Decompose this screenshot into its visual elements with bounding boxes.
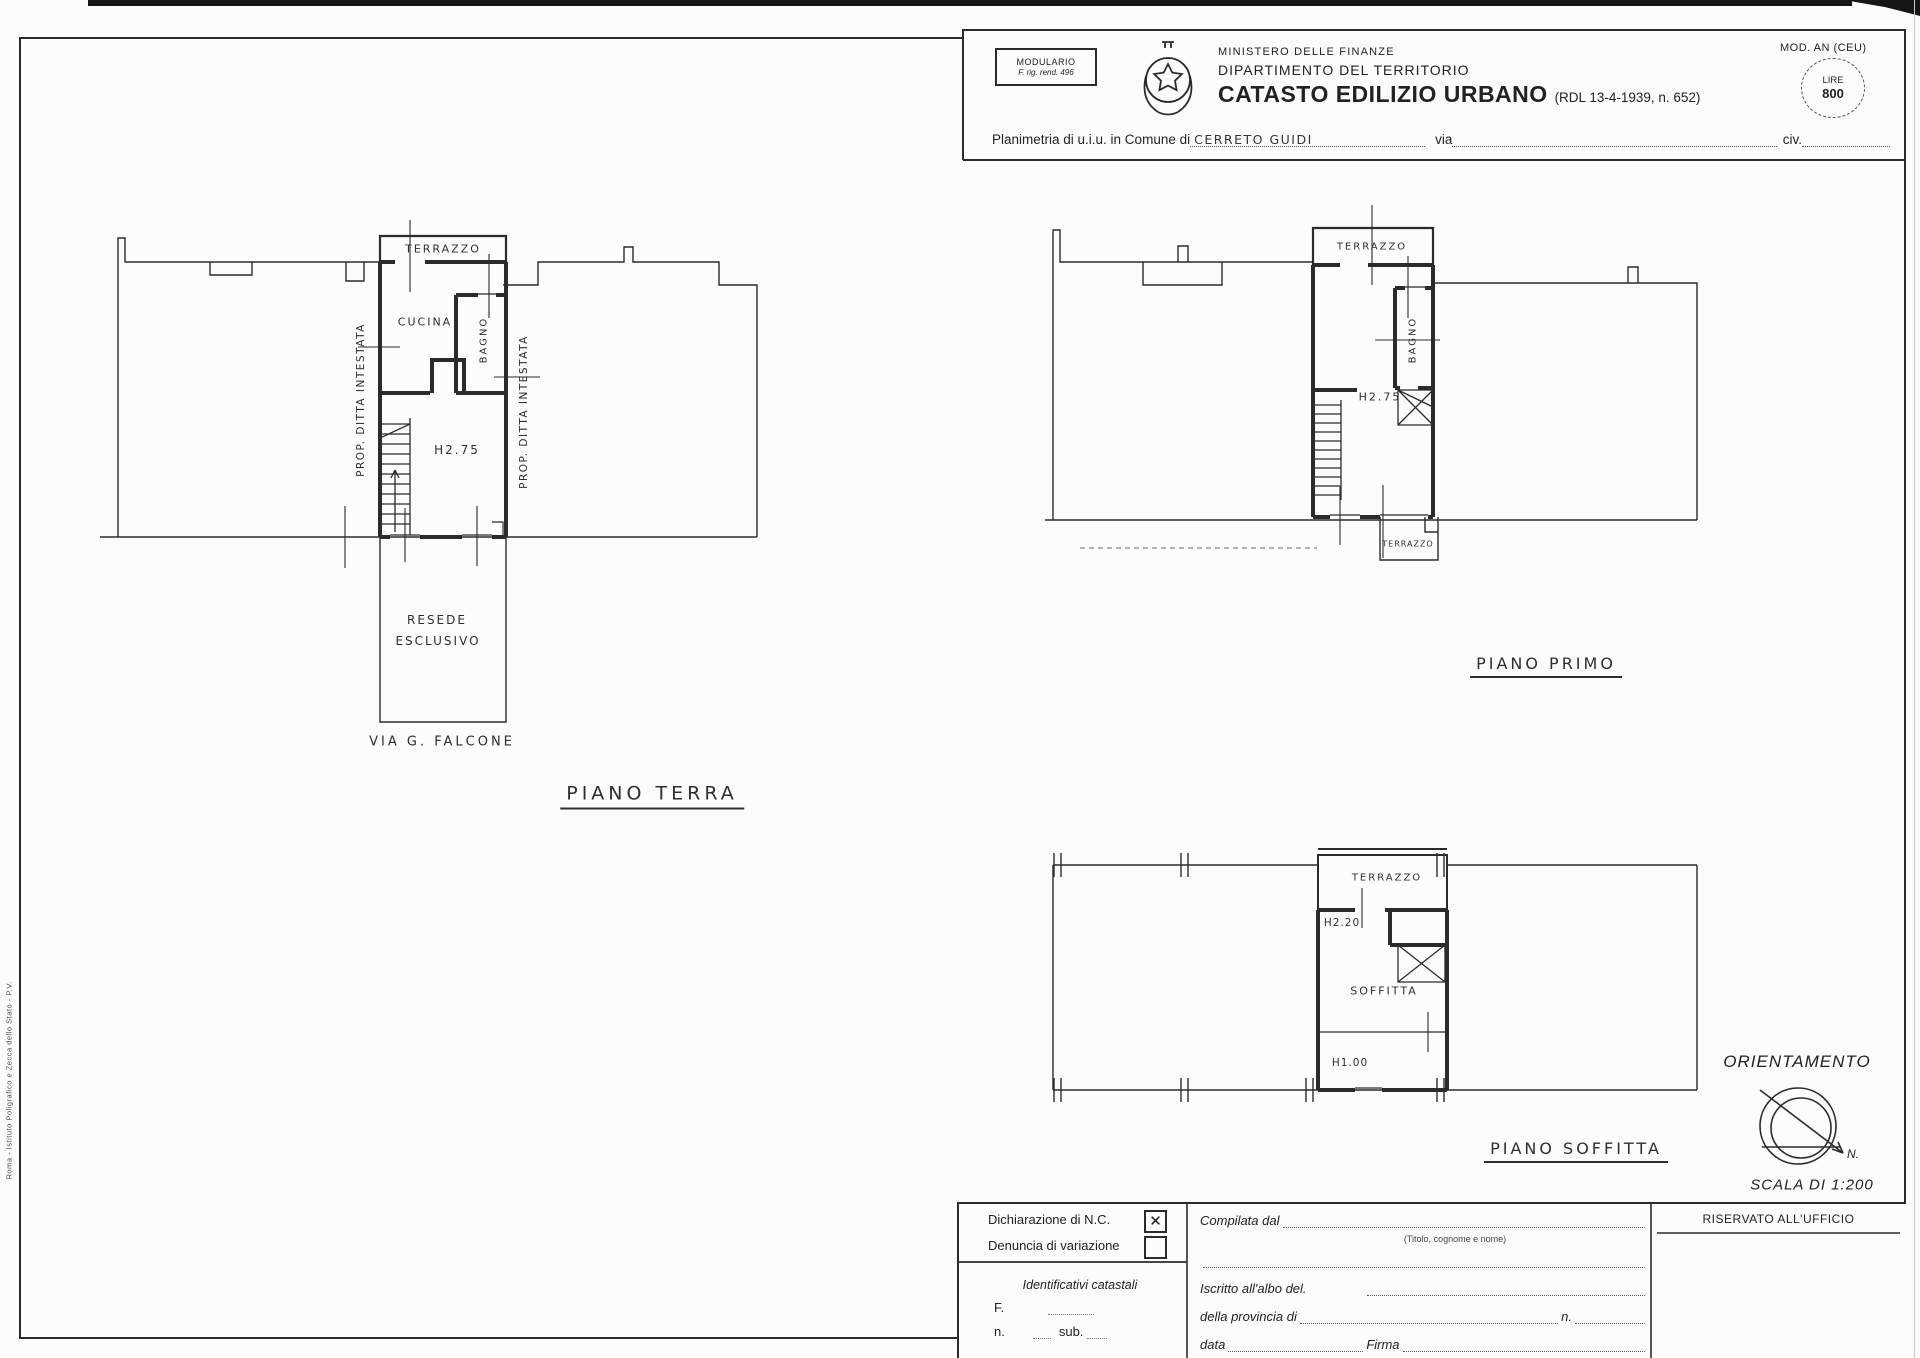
planimetria-prefix: Planimetria di u.i.u. in Comune di [992, 132, 1191, 147]
soffitta-height-bottom-label: H1.00 [1331, 1057, 1369, 1069]
declaration-row1-label: Dichiarazione di N.C. [988, 1212, 1111, 1227]
data-firma-row [1200, 1336, 1648, 1352]
orientation-north-label: N. [1847, 1147, 1859, 1161]
comune-field[interactable] [1190, 130, 1425, 147]
terra-title: PIANO TERRA [560, 783, 744, 810]
iscritto-label: Iscritto all'albo del. [1200, 1281, 1307, 1296]
terra-cucina-label: CUCINA [397, 315, 453, 329]
firma-label: Firma [1366, 1337, 1400, 1352]
primo-terrazzo-top-label: TERRAZZO [1336, 241, 1408, 253]
provincia-label: della provincia di [1200, 1309, 1297, 1324]
data-label: data [1200, 1337, 1226, 1352]
via-field[interactable] [1452, 130, 1776, 147]
modulario-box [995, 48, 1097, 86]
ministry-header [1218, 46, 1838, 108]
primo-bagno-label: BAGNO [1407, 316, 1419, 364]
document-title [1218, 81, 1838, 108]
declaration-row2-label: Denuncia di variazione [988, 1238, 1120, 1253]
provincia-field[interactable] [1300, 1308, 1558, 1324]
identificativi-title-text: Identificativi catastali [1022, 1278, 1138, 1292]
via-label: via [1435, 132, 1453, 147]
civ-field[interactable] [1802, 130, 1890, 147]
compilata-note: (Titolo, cognome e nome) [1403, 1234, 1507, 1244]
primo-title: PIANO PRIMO [1470, 654, 1622, 678]
terra-resede-label-2: ESCLUSIVO [395, 634, 481, 648]
soffitta-room-label: SOFFITTA [1350, 984, 1418, 998]
stamp-amount: 800 [1822, 86, 1844, 101]
compilata-row [1200, 1212, 1648, 1228]
provincia-n-label: n. [1561, 1309, 1572, 1324]
planimetria-line [992, 130, 1890, 147]
compilata-label: Compilata dal [1200, 1213, 1280, 1228]
compilata-extra-line [1200, 1252, 1648, 1268]
riservato-title-text: RISERVATO ALL'UFFICIO [1702, 1212, 1855, 1226]
declaration-row-2 [988, 1238, 1138, 1253]
riservato-header [1657, 1212, 1900, 1226]
compilata-field-2[interactable] [1203, 1252, 1645, 1268]
compass-icon [1760, 1088, 1843, 1164]
terra-height-label: H2.75 [434, 443, 480, 457]
identificativi-section-title [1000, 1278, 1160, 1292]
piano-soffitta-drawing [1053, 849, 1697, 1102]
primo-height-label: H2.75 [1358, 390, 1402, 404]
civ-label: civ. [1782, 132, 1802, 147]
declaration-row-1 [988, 1212, 1138, 1227]
terra-resede-label-1: RESEDE [407, 613, 467, 627]
terra-prop-right-label: PROP. DITTA INTESTATA [518, 335, 530, 489]
compilata-field[interactable] [1283, 1212, 1646, 1228]
numero-sub-row [994, 1324, 1164, 1339]
primo-terrazzo-bottom-label: TERRAZZO [1382, 539, 1434, 549]
foglio-field[interactable] [1048, 1302, 1094, 1315]
printer-mark: Roma - Istituto Poligrafico e Zecca dello Stato - P.V. [4, 981, 14, 1180]
title-reference: (RDL 13-4-1939, n. 652) [1554, 90, 1701, 105]
ministry-line2: DIPARTIMENTO DEL TERRITORIO [1218, 62, 1470, 78]
iscritto-field[interactable] [1367, 1280, 1645, 1296]
modulario-line1: MODULARIO [1016, 57, 1076, 68]
iscritto-row [1200, 1280, 1648, 1296]
lire-stamp [1801, 58, 1865, 118]
italy-emblem-icon [1145, 42, 1192, 115]
soffitta-terrazzo-label: TERRAZZO [1351, 872, 1423, 884]
terra-street-label: VIA G. FALCONE [369, 734, 515, 750]
soffitta-height-top-label: H2.20 [1323, 917, 1361, 929]
sub-field[interactable] [1087, 1326, 1107, 1339]
numero-label: n. [994, 1324, 1005, 1339]
firma-field[interactable] [1403, 1336, 1645, 1352]
orientation-title: ORIENTAMENTO [1723, 1052, 1871, 1071]
provincia-n-field[interactable] [1575, 1308, 1645, 1324]
foglio-row [994, 1300, 1164, 1315]
title-main: CATASTO EDILIZIO URBANO [1218, 81, 1548, 107]
soffitta-title: PIANO SOFFITTA [1484, 1139, 1668, 1163]
stamp-lire: LIRE [1822, 75, 1844, 86]
foglio-label: F. [994, 1300, 1005, 1315]
provincia-row [1200, 1308, 1648, 1324]
declaration-row2-checkbox[interactable] [1144, 1236, 1167, 1259]
terra-terrazzo-label: TERRAZZO [405, 242, 481, 256]
declaration-row1-checkmark: ✕ [1149, 1213, 1162, 1230]
data-field[interactable] [1228, 1336, 1363, 1352]
ministry-line1: MINISTERO DELLE FINANZE [1218, 46, 1395, 58]
piano-primo-drawing [1045, 205, 1697, 560]
sub-label: sub. [1058, 1324, 1084, 1339]
comune-value: CERRETO GUIDI [1194, 132, 1313, 147]
numero-field[interactable] [1033, 1326, 1051, 1339]
scale-label: SCALA DI 1:200 [1750, 1176, 1874, 1194]
modulario-line2: F. rig. rend. 496 [1018, 67, 1074, 77]
mod-an-label: MOD. AN (CEU) [1780, 42, 1867, 54]
terra-prop-left-label: PROP. DITTA INTESTATA [355, 323, 367, 477]
declaration-row1-checkbox[interactable] [1144, 1210, 1167, 1233]
terra-bagno-label: BAGNO [478, 316, 490, 364]
